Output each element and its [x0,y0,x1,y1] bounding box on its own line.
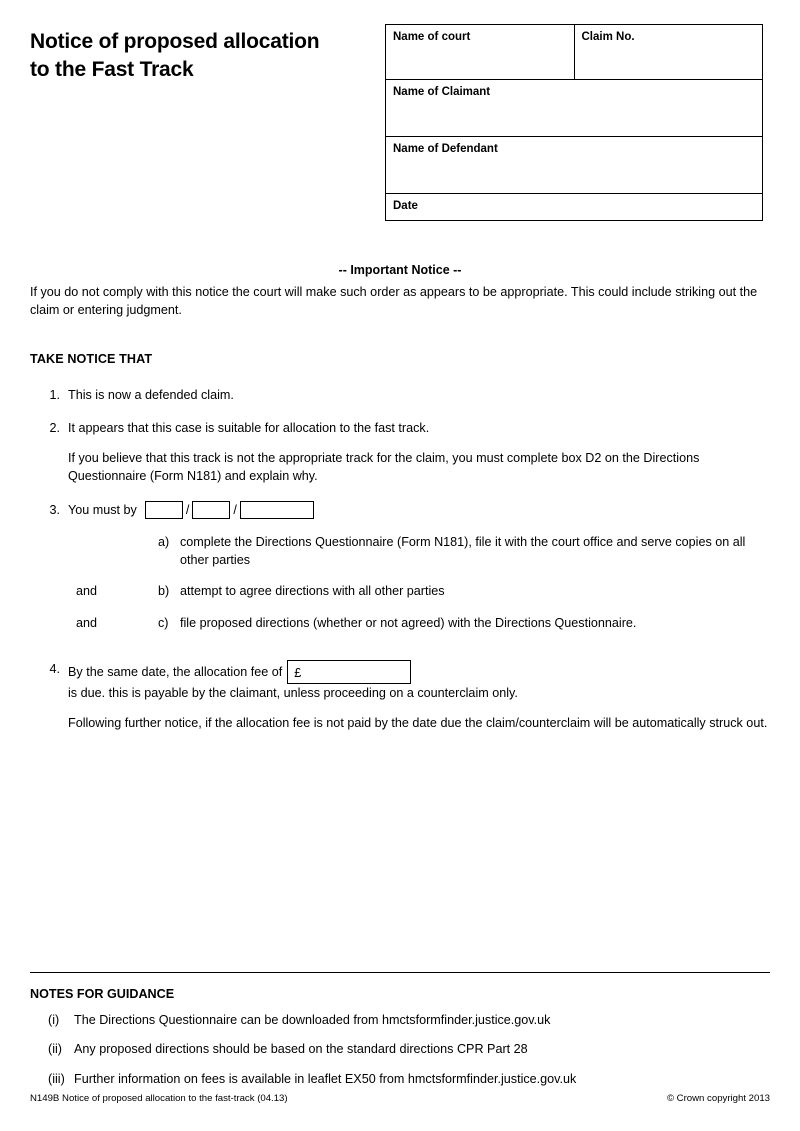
list-item [30,419,770,486]
list-item [68,533,770,570]
list-item-text: This is now a defended claim. [68,387,234,402]
list-item [30,660,770,733]
list-item-letter: a) [158,534,170,549]
fee-text-after: is due. this is payable by the claimant, unless proceeding on a counterclaim only. [68,685,518,700]
footer-divider [30,972,770,973]
conjunction-label: and [76,584,98,599]
note-marker: (iii) [48,1071,65,1086]
list-item [30,501,770,645]
date-separator-1: / [185,502,190,517]
list-item-body [68,501,770,645]
date-day-input[interactable] [145,501,183,519]
field-name-of-court[interactable]: Name of court [386,25,575,80]
notes-for-guidance-heading: NOTES FOR GUIDANCE [30,987,175,1001]
note-text: The Directions Questionnaire can be downloaded from hmctsformfinder.justice.gov.uk [74,1013,551,1027]
list-item-text: It appears that this case is suitable for allocation to the fast track. [68,420,430,435]
field-date[interactable]: Date [386,194,763,221]
note-marker: (ii) [48,1042,62,1057]
deadline-date-line [68,501,770,519]
page-footer [30,1093,770,1104]
list-item [30,386,770,404]
footer-form-title: Notice of proposed allocation to the fast-track (04.13) [62,1093,288,1104]
list-item-body [68,660,770,733]
footer-form-info [30,1093,288,1104]
page-title-line-1: Notice of proposed allocation [30,30,320,53]
lettered-sub-list [68,533,770,632]
list-item [68,614,770,632]
fee-text-before: By the same date, the allocation fee of [68,664,283,679]
allocation-fee-line [68,660,770,702]
date-separator-2: / [233,502,237,517]
conjunction-label [68,533,158,570]
page-title-line-2: to the Fast Track [30,57,194,81]
document-content [30,24,770,747]
document-header [30,24,770,221]
court-details-table [385,24,763,221]
note-marker: (i) [48,1013,60,1027]
list-item-number: 1. [49,387,60,402]
footer-form-code: N149B [30,1093,60,1104]
list-item-text: file proposed directions (whether or not agreed) with the Directions Questionnaire. [180,615,637,630]
field-name-of-defendant[interactable]: Name of Defendant [386,137,763,194]
date-input-group[interactable] [145,501,314,519]
note-text: Further information on fees is available in leaflet EX50 from hmctsformfinder.justice.gov.uk [74,1071,577,1086]
list-item-number: 2. [49,420,60,435]
table-row [386,25,763,80]
list-item-number: 3. [49,502,60,517]
list-item-text: You must by [68,502,137,517]
footer-copyright: © Crown copyright 2013 [666,1093,770,1104]
list-item [48,1011,770,1029]
conjunction-label: and [76,615,98,630]
list-item-body [68,419,770,486]
table-row [386,80,763,137]
list-item-text: attempt to agree directions with all other parties [180,584,445,599]
important-notice-heading: -- Important Notice -- [338,263,462,277]
date-month-input[interactable] [192,501,230,519]
list-item [48,1040,770,1058]
list-item [68,582,770,600]
list-item-subtext: Following further notice, if the allocation fee is not paid by the date due the claim/counterclaim will be automatically struck out. [68,716,768,730]
list-item [48,1070,770,1088]
date-year-input[interactable] [240,501,314,519]
take-notice-heading: TAKE NOTICE THAT [30,351,153,366]
table-row [386,137,763,194]
list-item-letter: b) [158,584,170,599]
important-notice-text: If you do not comply with this notice the court will make such order as appears to be appropriate. This could include striking out the claim or entering judgment. [30,285,758,318]
field-name-of-claimant[interactable]: Name of Claimant [386,80,763,137]
note-text: Any proposed directions should be based on the standard directions CPR Part 28 [74,1042,528,1057]
list-item-letter: c) [158,615,169,630]
table-row [386,194,763,221]
list-item-subtext: If you believe that this track is not the appropriate track for the claim, you must complete box D2 on the Directions Questionnaire (Form N181) and explain why. [68,451,700,484]
list-item-text: complete the Directions Questionnaire (Form N181), file it with the court office and serve copies on all other parties [180,534,746,567]
allocation-fee-input[interactable]: £ [287,660,411,684]
take-notice-list [30,386,770,733]
notes-for-guidance-list [48,1011,770,1099]
list-item-number: 4. [49,661,60,676]
page-title [30,24,385,83]
field-claim-no[interactable]: Claim No. [574,25,763,80]
